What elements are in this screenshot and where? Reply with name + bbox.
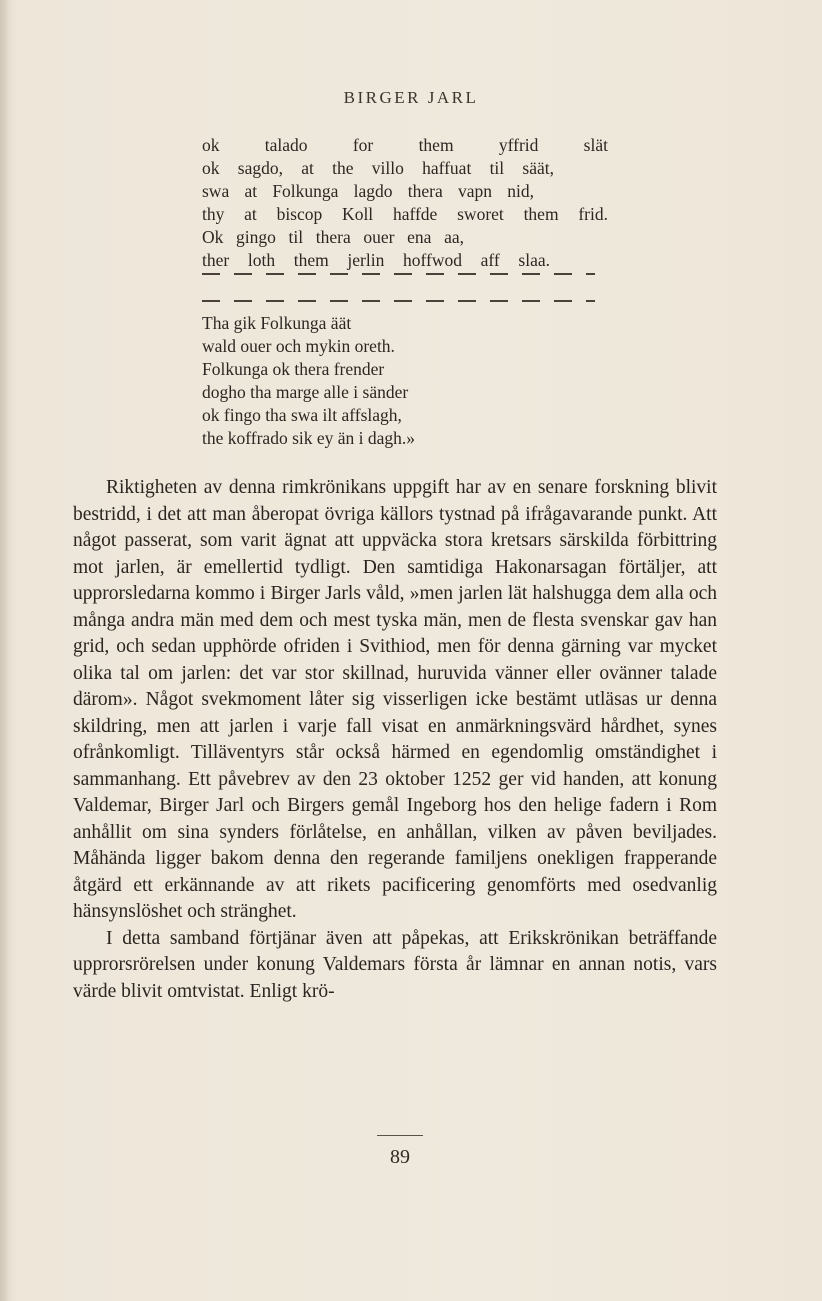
prose-paragraph: Riktigheten av denna rimkrönikans uppgift har av en senare forskning blivit bestridd, i det att man åberopat övriga källors tystnad på ifrågavarande punkt. Att något passerat, som varit ägnat att uppväcka stora kretsars särskilda förbittring mot jarlen, är emellertid tydligt. Den samtidiga Hakonarsagan förtäljer, att upprorsledarna kommo i Birger Jarls våld, »men jarlen lät halshugga dem alla och många andra män med dem och mest tyska män, men de flesta svenskar gav han grid, och sedan upphörde ofriden i Svithiod, men för denna gärning var mycket olika tal om jarlen: det var stor skillnad, huruvida vänner eller ovänner talade därom». Något svekmoment låter sig visserligen icke bestämt utläsas ur denna skildring, men att jarlen i varje fall visat en anmärkningsvärd hårdhet, synes ofrånkomligt. Tilläventyrs står också härmed en egendomlig omständighet i sammanhang. Ett påvebrev av den 23 oktober 1252 ger vid handen, att konung Valdemar, Birger Jarl och Birgers gemål Ingeborg hos den helige fadern i Rom anhållit om sina synders förlåtelse, en anhållan, vilken av påven beviljades. Måhända ligger bakom denna den regerande familjens onekligen frapperande åtgärd ett erkännande av att rikets pacificering genomförts med osedvanlig hänsynslöshet och stränghet. (73, 477, 717, 922)
poem-stanza-2 (202, 312, 622, 450)
poem-line: the koffrado sik ey än i dagh.» (202, 428, 416, 448)
ellipsis-dash-row (202, 273, 595, 275)
poem-line: thy at biscop Koll haffde sworet them frid. (202, 204, 608, 224)
page-number: 89 (390, 1146, 410, 1168)
poem-line: ther loth them jerlin hoffwod aff slaa. (202, 250, 550, 270)
poem-line: ok sagdo, at the villo haffuat til säät, (202, 158, 554, 178)
poem-line: wald ouer och mykin oreth. (202, 336, 395, 356)
ellipsis-dash-row (202, 300, 595, 302)
footer-rule (377, 1135, 423, 1136)
prose-paragraph: I detta samband förtjänar även att påpekas, att Erikskrönikan beträffande upprorsrörelsen under konung Valdemars första år lämnar en annan notis, vars värde blivit omtvistat. Enligt krö- (73, 927, 717, 1002)
running-header: BIRGER JARL (343, 88, 479, 107)
poem-stanza-1 (202, 134, 622, 272)
poem-line: swa at Folkunga lagdo thera vapn nid, (202, 181, 534, 201)
prose-body (73, 475, 717, 1005)
poem-line: dogho tha marge alle i sänder (202, 382, 409, 402)
page-gutter-shadow (0, 0, 10, 1301)
poem-line: ok fingo tha swa ilt affslagh, (202, 405, 402, 425)
poem-line: Ok gingo til thera ouer ena aa, (202, 227, 464, 247)
poem-line: Folkunga ok thera frender (202, 359, 385, 379)
poem-line: ok talado for them yffrid slät (202, 135, 608, 155)
poem-line: Tha gik Folkunga äät (202, 313, 352, 333)
